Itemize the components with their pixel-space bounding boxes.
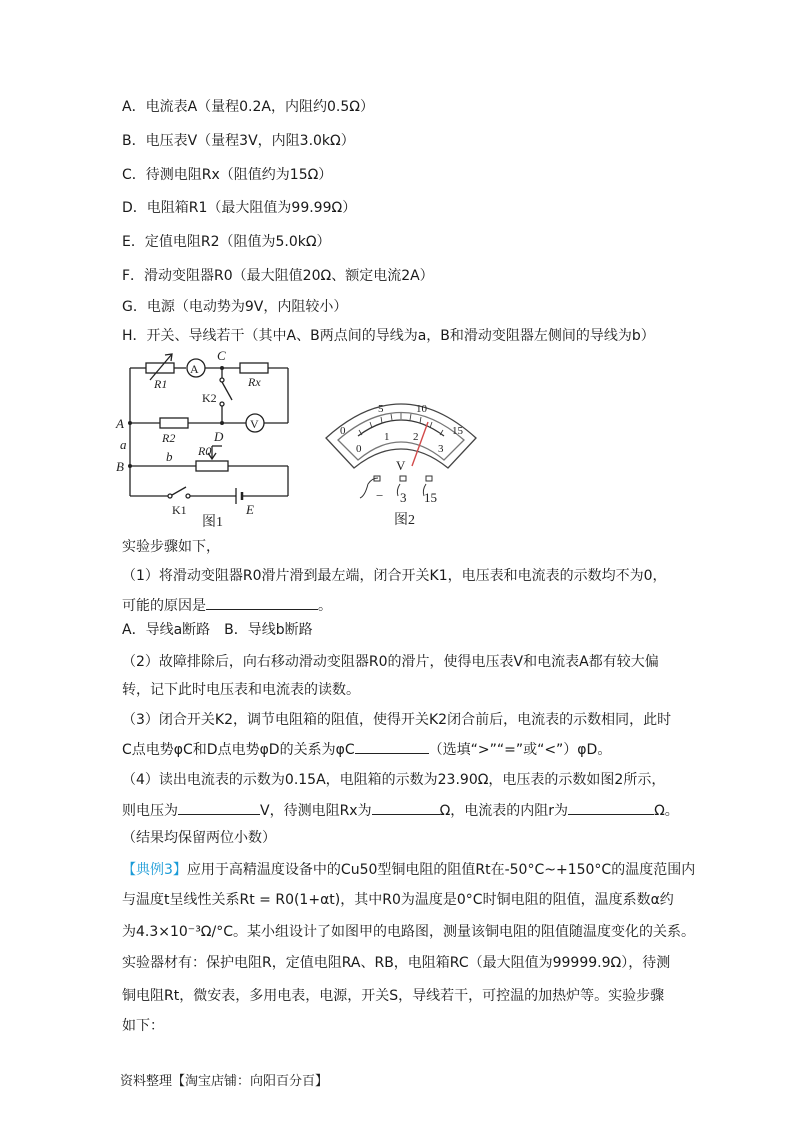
example3-line1 <box>122 860 695 880</box>
answer-blank-voltage[interactable] <box>178 800 260 815</box>
ammeter-symbol: A <box>190 362 199 376</box>
step1-prompt: 可能的原因是 <box>122 598 206 614</box>
label-wire-b: b <box>166 449 173 464</box>
answer-blank-r[interactable] <box>568 800 654 815</box>
example3-text1: 应用于高精温度设备中的Cu50型铜电阻的阻值Rt在-50°C~+150°C的温度范围内 <box>186 862 696 878</box>
terminal-negative: − <box>376 488 384 503</box>
example3-line3: 为4.3×10⁻³Ω/°C。某小组设计了如图甲的电路图，测量该铜电阻的阻值随温度变化的关系。 <box>122 924 695 940</box>
steps-intro: 实验步骤如下， <box>122 539 220 555</box>
step1-line2 <box>122 595 332 616</box>
label-r1: R1 <box>154 377 168 391</box>
example3-line6: 如下： <box>122 1018 164 1034</box>
step3-line2 <box>122 739 611 760</box>
step4-line1: （4）读出电流表的示数为0.15A，电阻箱的示数为23.90Ω，电压表的示数如图2所示， <box>122 772 666 788</box>
option-c: C．待测电阻Rx（阻值约为15Ω） <box>122 167 333 183</box>
example-tag: 【典例3】 <box>122 862 187 878</box>
option-g: G．电源（电动势为9V，内阻较小） <box>122 299 348 315</box>
label-r2: R2 <box>162 431 176 445</box>
inner-tick-2: 2 <box>413 431 419 443</box>
terminal-3: 3 <box>400 490 407 505</box>
label-node-a: A <box>116 416 124 431</box>
outer-tick-10: 10 <box>416 403 427 415</box>
label-k1: K1 <box>172 503 187 517</box>
outer-tick-0: 0 <box>340 425 346 437</box>
figure2-caption: 图2 <box>394 513 415 528</box>
label-wire-a: a <box>120 437 127 452</box>
step3-suffix: （选填“>”“=”或“<”）φD。 <box>428 742 612 758</box>
step1-line1: （1）将滑动变阻器R0滑片滑到最左端，闭合开关K1，电压表和电流表的示数均不为0， <box>122 568 667 584</box>
label-c: C <box>217 348 226 363</box>
step4-r-prompt: Ω，电流表的内阻r为 <box>439 803 569 819</box>
inner-tick-1: 1 <box>384 431 390 443</box>
example3-line5: 铜电阻Rt，微安表，多用电表，电源，开关S，导线若干，可控温的加热炉等。实验步骤 <box>122 988 665 1004</box>
answer-blank-rx[interactable] <box>372 800 440 815</box>
outer-tick-15: 15 <box>452 425 463 437</box>
label-d: D <box>214 429 224 444</box>
meter-unit: V <box>396 458 406 473</box>
label-rx: Rx <box>248 375 261 389</box>
step4-rx-prompt: V，待测电阻Rx为 <box>260 803 372 819</box>
circuit-diagram <box>110 348 310 528</box>
step2-line2: 转，记下此时电压表和电流表的读数。 <box>122 682 360 698</box>
label-node-b: B <box>116 459 124 474</box>
option-h: H．开关、导线若干（其中A、B两点间的导线为a，B和滑动变阻器左侧间的导线为b） <box>122 328 655 344</box>
voltmeter-symbol: V <box>250 417 259 431</box>
step1-choices: A．导线a断路 B．导线b断路 <box>122 622 313 638</box>
step1-period: 。 <box>318 598 332 614</box>
option-f: F．滑动变阻器R0（最大阻值20Ω、额定电流2A） <box>122 268 434 284</box>
figure1-caption: 图1 <box>202 515 223 528</box>
label-e: E <box>246 502 254 517</box>
step3-line1: （3）闭合开关K2，调节电阻箱的阻值，使得开关K2闭合前后，电流表的示数相同，此时 <box>122 712 672 728</box>
label-r0: R0 <box>198 444 212 458</box>
answer-blank-1[interactable] <box>206 595 318 610</box>
option-d: D．电阻箱R1（最大阻值为99.99Ω） <box>122 200 357 216</box>
inner-tick-3: 3 <box>438 443 444 455</box>
option-a: A．电流表A（量程0.2A，内阻约0.5Ω） <box>122 99 374 115</box>
example3-line4: 实验器材有：保护电阻R，定值电阻RA、RB，电阻箱RC（最大阻值为99999.9Ω），待测 <box>122 955 671 971</box>
step4-end: Ω。 <box>654 803 679 819</box>
step4-voltage-prompt: 则电压为 <box>122 803 178 819</box>
voltmeter-dial <box>316 380 486 528</box>
label-k2: K2 <box>202 391 217 405</box>
step4-note: （结果均保留两位小数） <box>122 830 276 846</box>
outer-tick-5: 5 <box>378 403 384 415</box>
example3-line2: 与温度t呈线性关系Rt = R0(1+αt)，其中R0为温度是0°C时铜电阻的阻值，温度系数α约 <box>122 892 674 908</box>
step3-prompt: C点电势φC和D点电势φD的关系为φC <box>122 742 355 758</box>
step4-line2 <box>122 800 679 821</box>
footer-credit: 资料整理【淘宝店铺：向阳百分百】 <box>120 1074 329 1089</box>
answer-blank-2[interactable] <box>355 739 429 754</box>
inner-tick-0: 0 <box>356 443 362 455</box>
option-b: B．电压表V（量程3V，内阻3.0kΩ） <box>122 133 355 149</box>
step2-line1: （2）故障排除后，向右移动滑动变阻器R0的滑片，使得电压表V和电流表A都有较大偏 <box>122 654 659 670</box>
option-e: E．定值电阻R2（阻值为5.0kΩ） <box>122 234 331 250</box>
terminal-15: 15 <box>424 490 437 505</box>
